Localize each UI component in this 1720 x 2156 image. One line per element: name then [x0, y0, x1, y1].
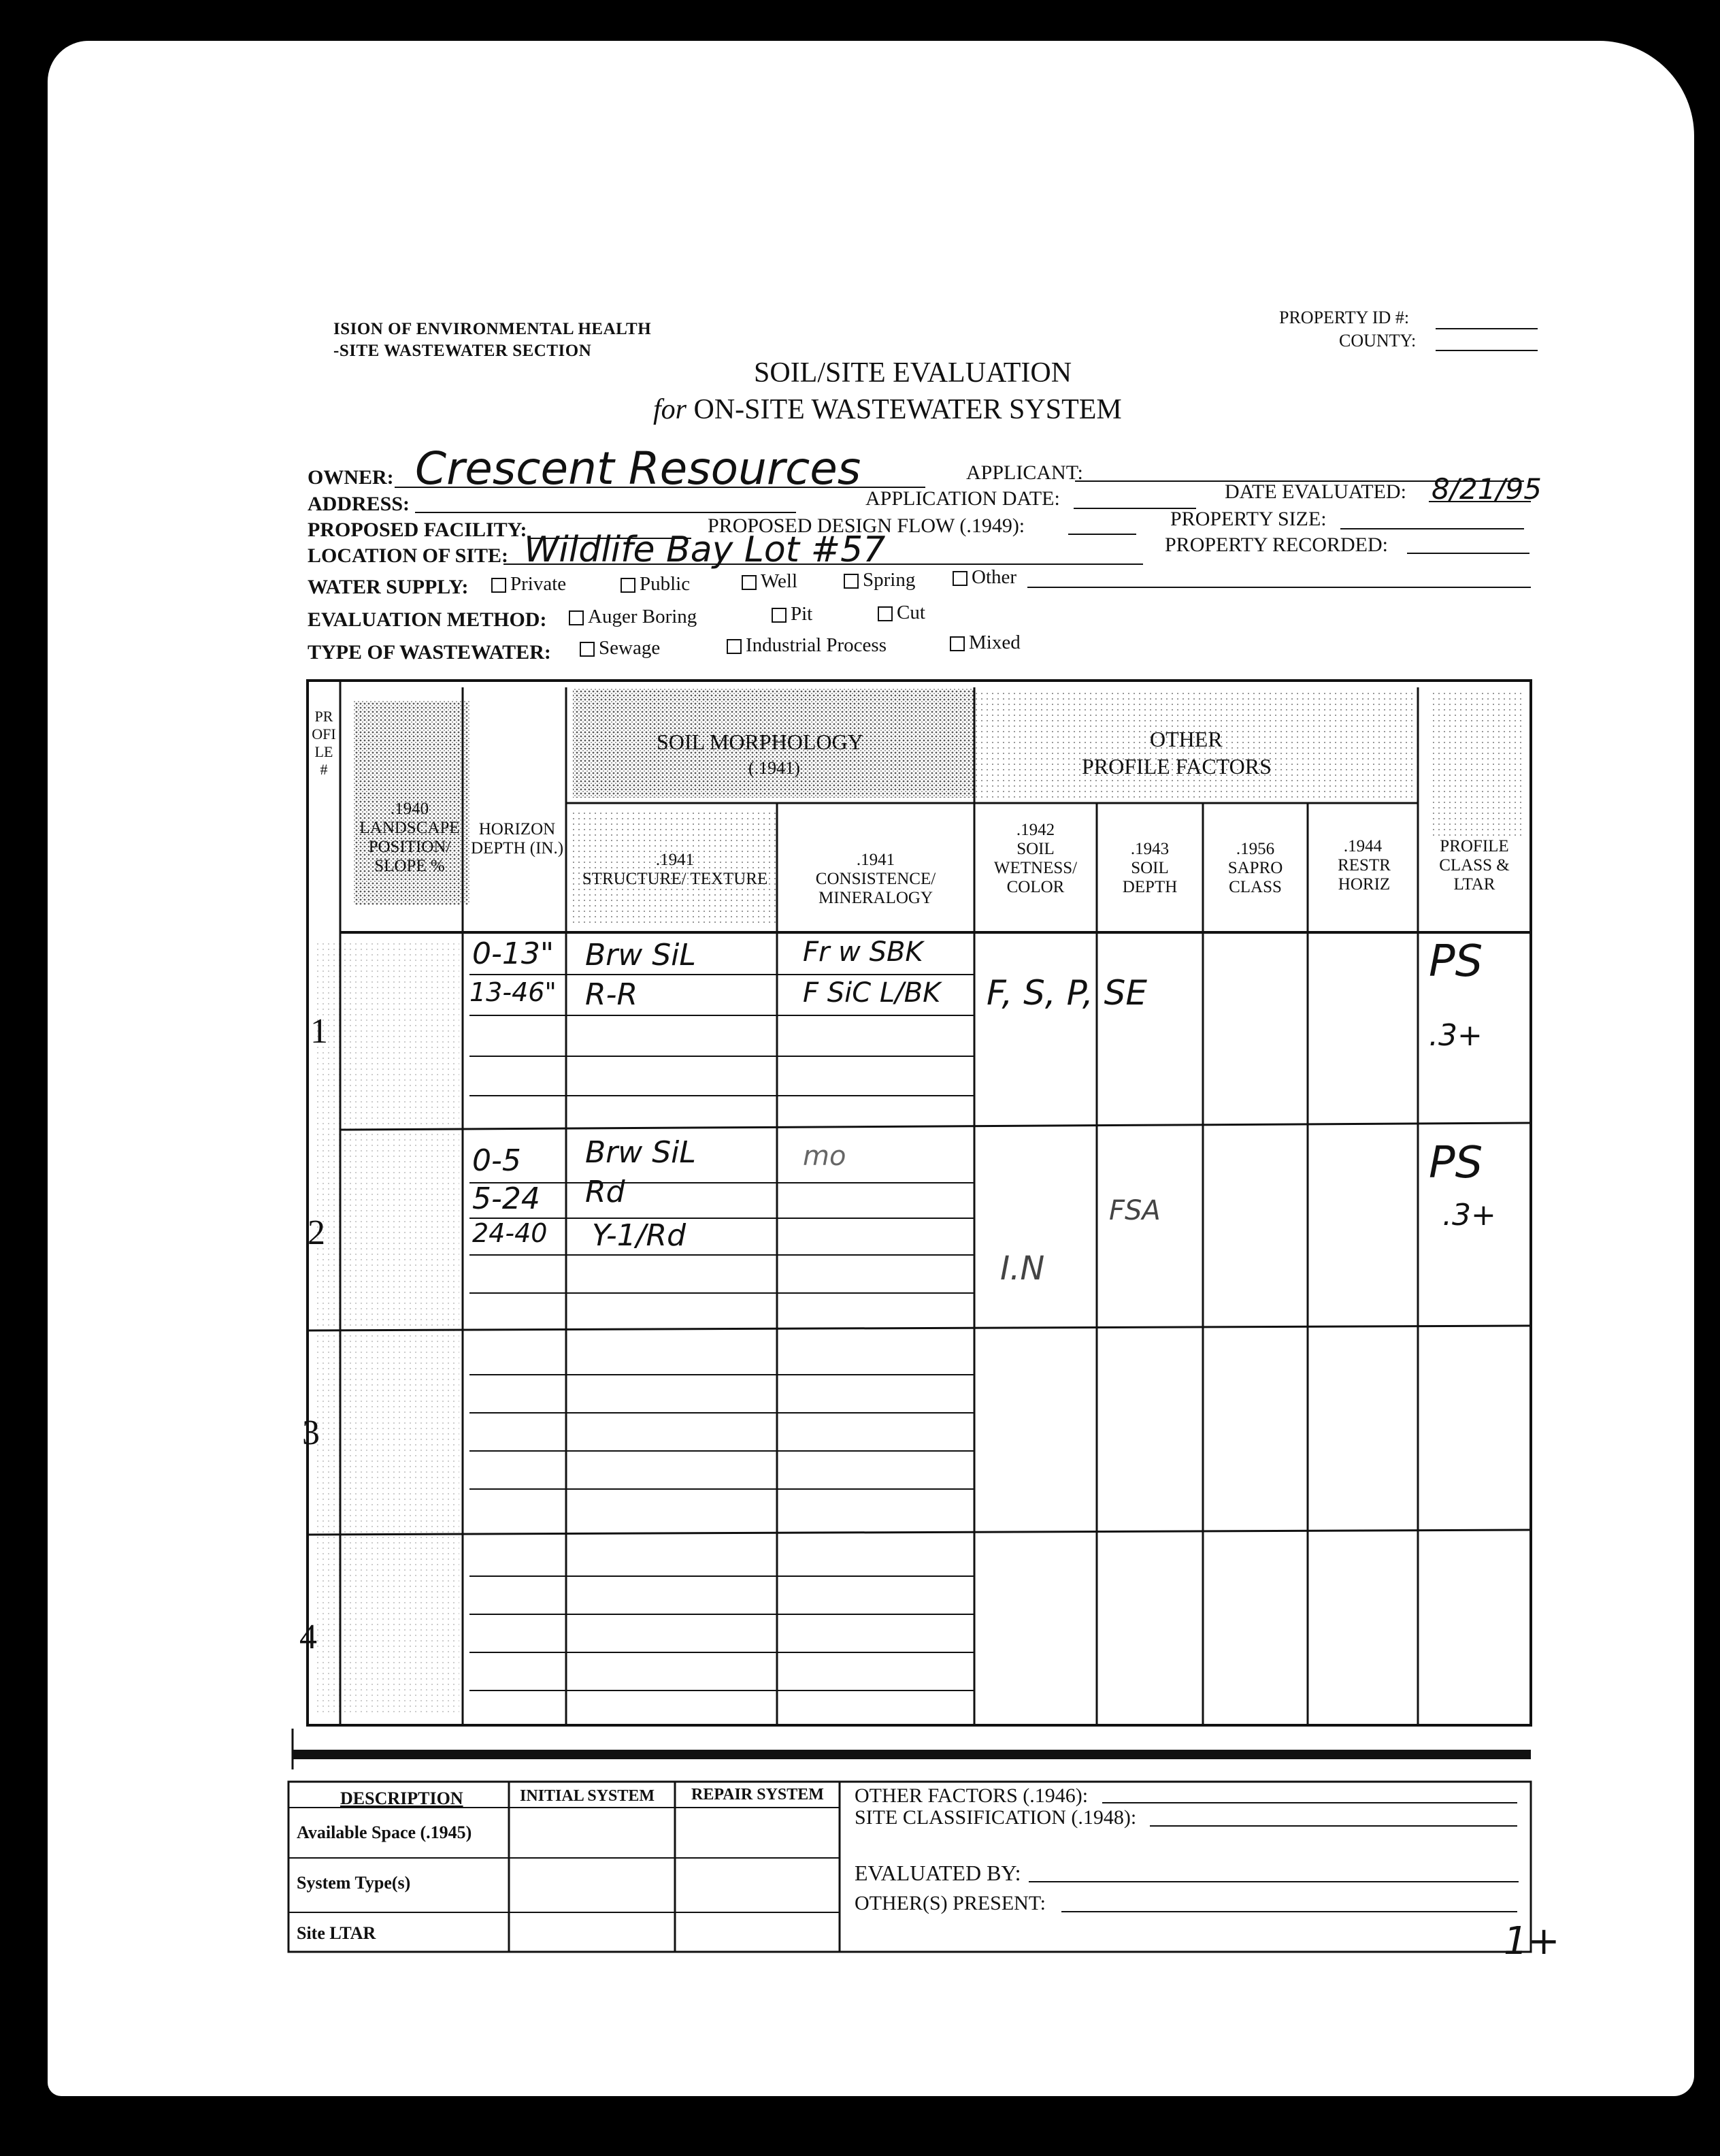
ltar-value[interactable]: .3+ — [1429, 1018, 1483, 1053]
water-well-option[interactable]: Well — [742, 570, 797, 593]
water-other-option[interactable]: Other — [953, 566, 1016, 589]
horizon-depth[interactable]: 0-5 — [472, 1143, 521, 1178]
water-private-option[interactable]: Private — [491, 573, 566, 595]
location-value[interactable]: Wildlife Bay Lot #57 — [524, 529, 886, 570]
evaluated-by-label: EVALUATED BY: — [855, 1861, 1021, 1885]
description-header: DESCRIPTION — [340, 1788, 463, 1808]
property-recorded-label: PROPERTY RECORDED: — [1165, 534, 1388, 556]
county-label: COUNTY: — [1339, 331, 1417, 350]
structure-texture[interactable]: Brw SiL — [585, 938, 696, 973]
eval-pit-option[interactable]: Pit — [772, 603, 812, 625]
evaluated-by-line[interactable] — [1029, 1881, 1519, 1882]
property-size-label: PROPERTY SIZE: — [1170, 508, 1327, 530]
water-public-option[interactable]: Public — [621, 573, 690, 595]
form-subtitle: for ON-SITE WASTEWATER SYSTEM — [653, 394, 1122, 425]
owner-value[interactable]: Crescent Resources — [415, 442, 861, 495]
ww-industrial-option[interactable]: Industrial Process — [727, 634, 887, 657]
section-text: -SITE WASTEWATER SECTION — [333, 342, 592, 360]
soil-wetness[interactable]: F, S, P, SE — [987, 973, 1148, 1013]
ww-mixed-option[interactable]: Mixed — [950, 632, 1021, 654]
date-evaluated-value[interactable]: 8/21/95 — [1432, 472, 1542, 506]
sapro-code: .1956 — [1236, 840, 1275, 858]
consistence-code: .1941 — [856, 851, 895, 869]
wetness-col-header: SOIL WETNESS/ COLOR — [993, 840, 1078, 896]
water-spring-option[interactable]: Spring — [844, 569, 915, 591]
horizon-col-header: HORIZON DEPTH (IN.) — [470, 820, 564, 858]
eval-cut-option[interactable]: Cut — [878, 602, 925, 624]
application-date-label: APPLICATION DATE: — [865, 487, 1060, 510]
soil-morphology-header: SOIL MORPHOLOGY — [657, 730, 863, 754]
other-factors-line[interactable] — [1102, 1802, 1517, 1803]
available-space-label: Available Space (.1945) — [297, 1823, 472, 1842]
address-label: ADDRESS: — [308, 493, 410, 515]
soil-wetness[interactable]: I.N — [1000, 1250, 1045, 1288]
site-ltar-label: Site LTAR — [297, 1923, 376, 1943]
consistence-mineralogy[interactable]: mo — [803, 1141, 846, 1172]
soil-depth[interactable]: FSA — [1109, 1195, 1161, 1226]
landscape-col-shade — [313, 939, 459, 1715]
water-supply-label: WATER SUPPLY: — [308, 576, 469, 598]
class-col-header: PROFILE CLASS & LTAR — [1439, 837, 1510, 894]
horizon-depth[interactable]: 13-46" — [469, 977, 557, 1007]
others-present-label: OTHER(S) PRESENT: — [855, 1892, 1046, 1914]
ltar-value[interactable]: .3+ — [1442, 1198, 1496, 1232]
structure-col-header: STRUCTURE/ TEXTURE — [582, 870, 768, 888]
other-header: OTHER — [1150, 727, 1223, 751]
location-label: LOCATION OF SITE: — [308, 544, 509, 567]
profile-col-header: PROFILE # — [312, 708, 336, 778]
design-flow-label: PROPOSED DESIGN FLOW (.1949): — [708, 514, 1025, 537]
corner-mark: 1+ — [1504, 1919, 1560, 1963]
form-title: SOIL/SITE EVALUATION — [754, 357, 1072, 389]
initial-system-header: INITIAL SYSTEM — [520, 1787, 655, 1805]
wastewater-type-label: TYPE OF WASTEWATER: — [308, 641, 551, 664]
structure-code: .1941 — [655, 851, 695, 869]
horizon-depth[interactable]: 5-24 — [472, 1181, 540, 1216]
consistence-mineralogy[interactable]: F SiC L/BK — [803, 977, 941, 1009]
profile-class[interactable]: PS — [1429, 936, 1483, 987]
wetness-code: .1942 — [1016, 821, 1055, 839]
others-present-line[interactable] — [1061, 1911, 1517, 1912]
structure-texture[interactable]: Rd — [585, 1175, 625, 1209]
division-text: ISION OF ENVIRONMENTAL HEALTH — [333, 320, 652, 338]
horizon-depth[interactable]: 0-13" — [472, 936, 555, 971]
structure-texture[interactable]: Brw SiL — [585, 1135, 696, 1170]
owner-label: OWNER: — [308, 466, 394, 489]
property-id-label: PROPERTY ID #: — [1279, 308, 1410, 327]
restr-code: .1944 — [1343, 837, 1383, 855]
repair-system-header: REPAIR SYSTEM — [691, 1786, 824, 1803]
structure-texture[interactable]: R-R — [585, 977, 638, 1012]
profile-class[interactable]: PS — [1429, 1138, 1483, 1188]
eval-auger-option[interactable]: Auger Boring — [569, 606, 697, 628]
profile-number: 4 — [299, 1618, 317, 1656]
consistence-mineralogy[interactable]: Fr w SBK — [803, 936, 923, 968]
profile-number: 3 — [302, 1414, 320, 1452]
proposed-facility-label: PROPOSED FACILITY: — [308, 519, 527, 541]
other-factors-label: OTHER FACTORS (.1946): — [855, 1784, 1089, 1807]
profile-number: 1 — [310, 1012, 328, 1051]
evaluation-method-label: EVALUATION METHOD: — [308, 608, 547, 631]
ww-sewage-option[interactable]: Sewage — [580, 637, 660, 659]
depth-col-header: SOIL DEPTH — [1122, 859, 1178, 896]
sapro-col-header: SAPRO CLASS — [1227, 859, 1283, 896]
date-evaluated-label: DATE EVALUATED: — [1225, 480, 1406, 503]
restr-col-header: RESTR HORIZ — [1338, 856, 1391, 894]
profile-number: 2 — [308, 1213, 325, 1252]
site-classification-label: SITE CLASSIFICATION (.1948): — [855, 1806, 1137, 1829]
soil-morphology-code: (.1941) — [748, 758, 800, 778]
class-header-shade — [1429, 689, 1524, 838]
landscape-col-header: .1940 LANDSCAPE POSITION/ SLOPE % — [359, 800, 460, 875]
depth-code: .1943 — [1130, 840, 1170, 858]
applicant-label: APPLICANT: — [966, 461, 1083, 484]
site-classification-line[interactable] — [1150, 1825, 1517, 1827]
horizon-depth[interactable]: 24-40 — [472, 1218, 548, 1248]
consistence-col-header: CONSISTENCE/ MINERALOGY — [815, 870, 936, 907]
system-type-label: System Type(s) — [297, 1873, 411, 1893]
structure-texture[interactable]: Y-1/Rd — [592, 1218, 687, 1253]
profile-factors-header: PROFILE FACTORS — [1082, 754, 1272, 779]
